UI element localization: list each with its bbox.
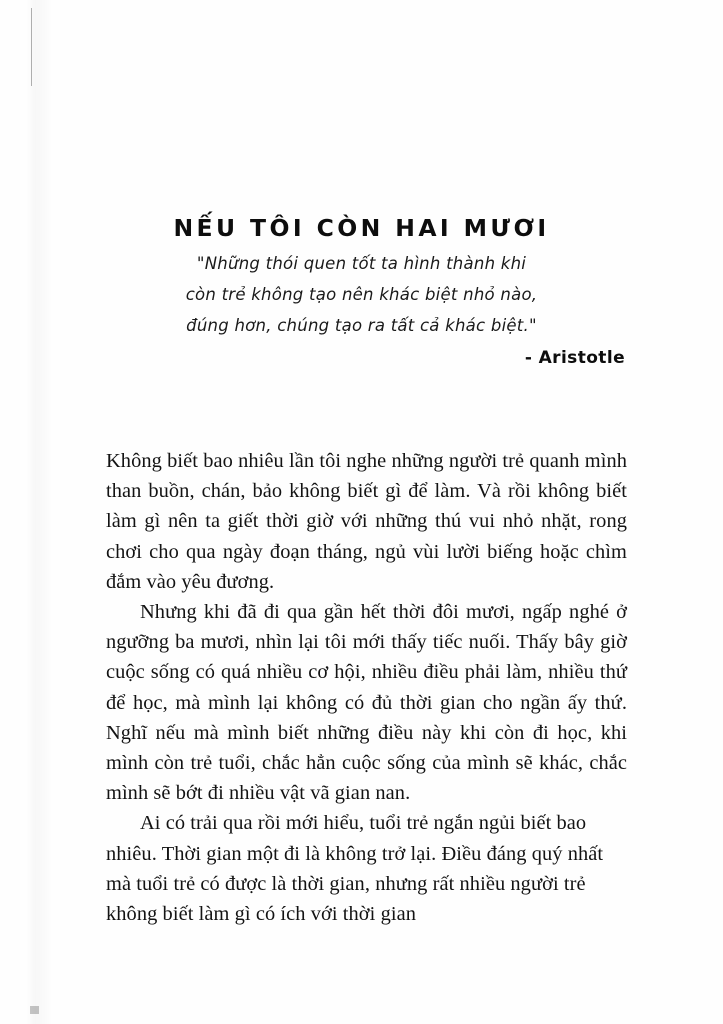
- scan-gutter-shadow: [26, 0, 52, 1024]
- epigraph-attribution: - Aristotle: [524, 348, 625, 368]
- body-paragraph: Ai có trải qua rồi mới hiểu, tuổi trẻ ngắn ngủi biết bao nhiêu. Thời gian một đi là không trở lại. Điều đáng quý nhất mà tuổi trẻ có được là thời gian, nhưng rất nhiều người trẻ không biết làm gì có ích với thời gian: [106, 812, 604, 926]
- scan-speck-artifact: [30, 1006, 39, 1014]
- body-paragraph: Không biết bao nhiêu lần tôi nghe những người trẻ quanh mình than buồn, chán, bảo không biết gì để làm. Và rồi không biết làm gì nên ta giết thời giờ với những thú vui nhỏ nhặt, rong chơi cho qua ngày đoạn tháng, ngủ vùi lười biếng hoặc chìm đắm vào yêu đương.: [106, 450, 627, 593]
- chapter-title: NẾU TÔI CÒN HAI MƯƠI: [173, 213, 550, 242]
- body-text: [106, 446, 627, 929]
- epigraph-line: đúng hơn, chúng tạo ra tất cả khác biệt.": [186, 316, 537, 335]
- epigraph-block: [0, 248, 723, 341]
- body-paragraph: Nhưng khi đã đi qua gần hết thời đôi mươi, ngấp nghé ở ngưỡng ba mươi, nhìn lại tôi mới thấy tiếc nuối. Thấy bây giờ cuộc sống có quá nhiều cơ hội, nhiều điều phải làm, nhiều thứ để học, mà mình lại không có đủ thời gian cho ngần ấy thứ. Nghĩ nếu mà mình biết những điều này khi còn đi học, khi mình còn trẻ tuổi, chắc hẳn cuộc sống của mình sẽ khác, chắc mình sẽ bớt đi nhiều vật vã gian nan.: [106, 601, 627, 805]
- epigraph-line: "Những thói quen tốt ta hình thành khi: [196, 254, 527, 273]
- epigraph-line: còn trẻ không tạo nên khác biệt nhỏ nào,: [185, 285, 538, 304]
- scan-edge-line: [31, 8, 32, 86]
